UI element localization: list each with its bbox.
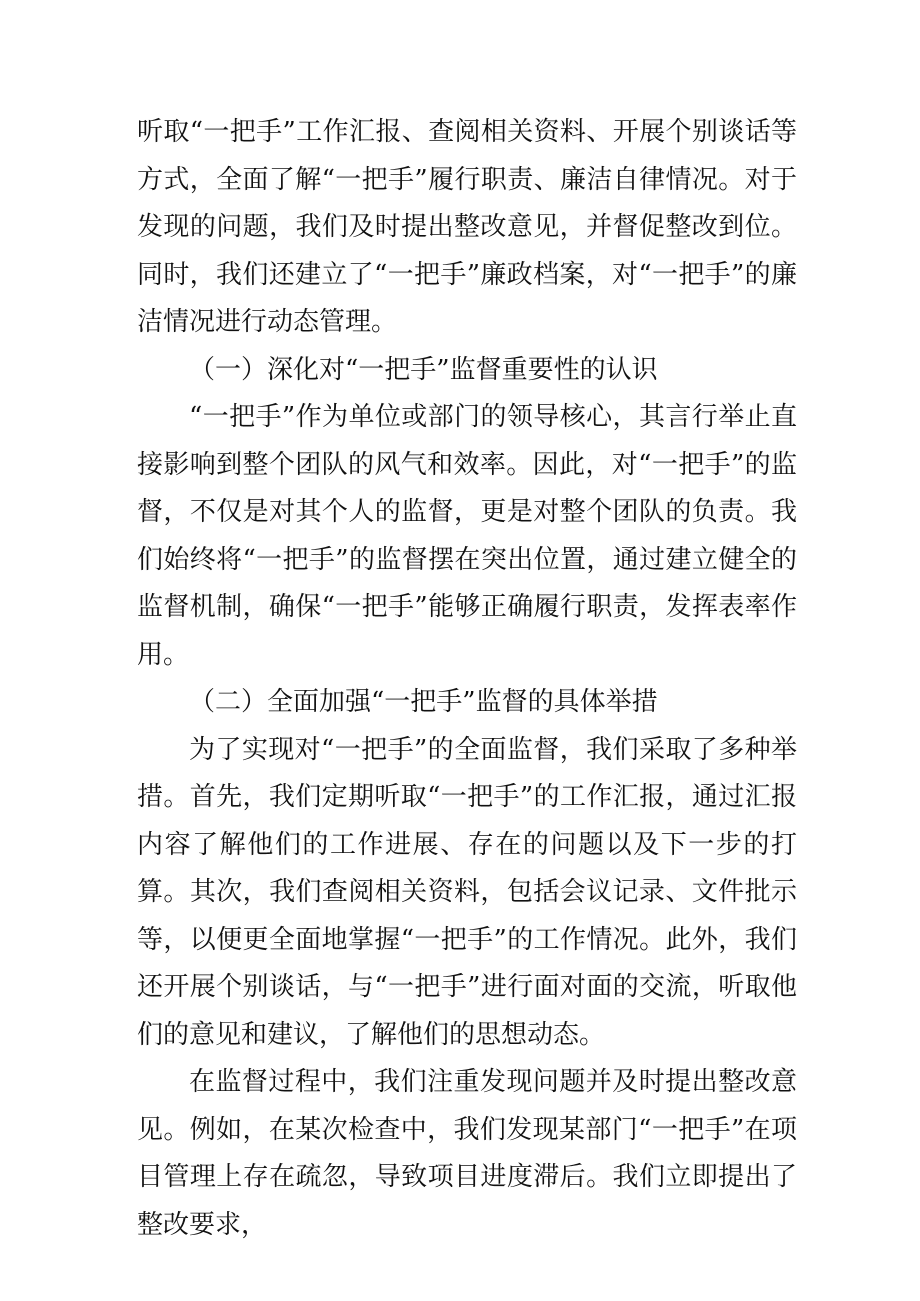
section-heading-2: （二）全面加强“一把手”监督的具体举措 <box>189 687 658 717</box>
paragraph-importance: “一把手”作为单位或部门的领导核心，其言行举止直接影响到整个团队的风气和效率。因此，对“一把手”的监督，不仅是对其个人的监督，更是对整个团队的负责。我们始终将“一把手”的监督摆在突出位置，通过建立健全的监督机制，确保“一把手”能够正确履行职责，发挥表率作用。 <box>137 402 797 670</box>
paragraph-rectification: 在监督过程中，我们注重发现问题并及时提出整改意见。例如，在某次检查中，我们发现某部门“一把手”在项目管理上存在疏忽，导致项目进度滞后。我们立即提出了整改要求， <box>137 1067 797 1240</box>
paragraph-continuation: 听取“一把手”工作汇报、查阅相关资料、开展个别谈话等方式，全面了解“一把手”履行职责、廉洁自律情况。对于发现的问题，我们及时提出整改意见，并督促整改到位。同时，我们还建立了“一把手”廉政档案，对“一把手”的廉洁情况进行动态管理。 <box>137 117 797 337</box>
document-body <box>137 109 797 1249</box>
paragraph-measures: 为了实现对“一把手”的全面监督，我们采取了多种举措。首先，我们定期听取“一把手”的工作汇报，通过汇报内容了解他们的工作进展、存在的问题以及下一步的打算。其次，我们查阅相关资料，包括会议记录、文件批示等，以便更全面地掌握“一把手”的工作情况。此外，我们还开展个别谈话，与“一把手”进行面对面的交流，听取他们的意见和建议，了解他们的思想动态。 <box>137 734 797 1050</box>
section-heading-1: （一）深化对“一把手”监督重要性的认识 <box>189 354 658 385</box>
